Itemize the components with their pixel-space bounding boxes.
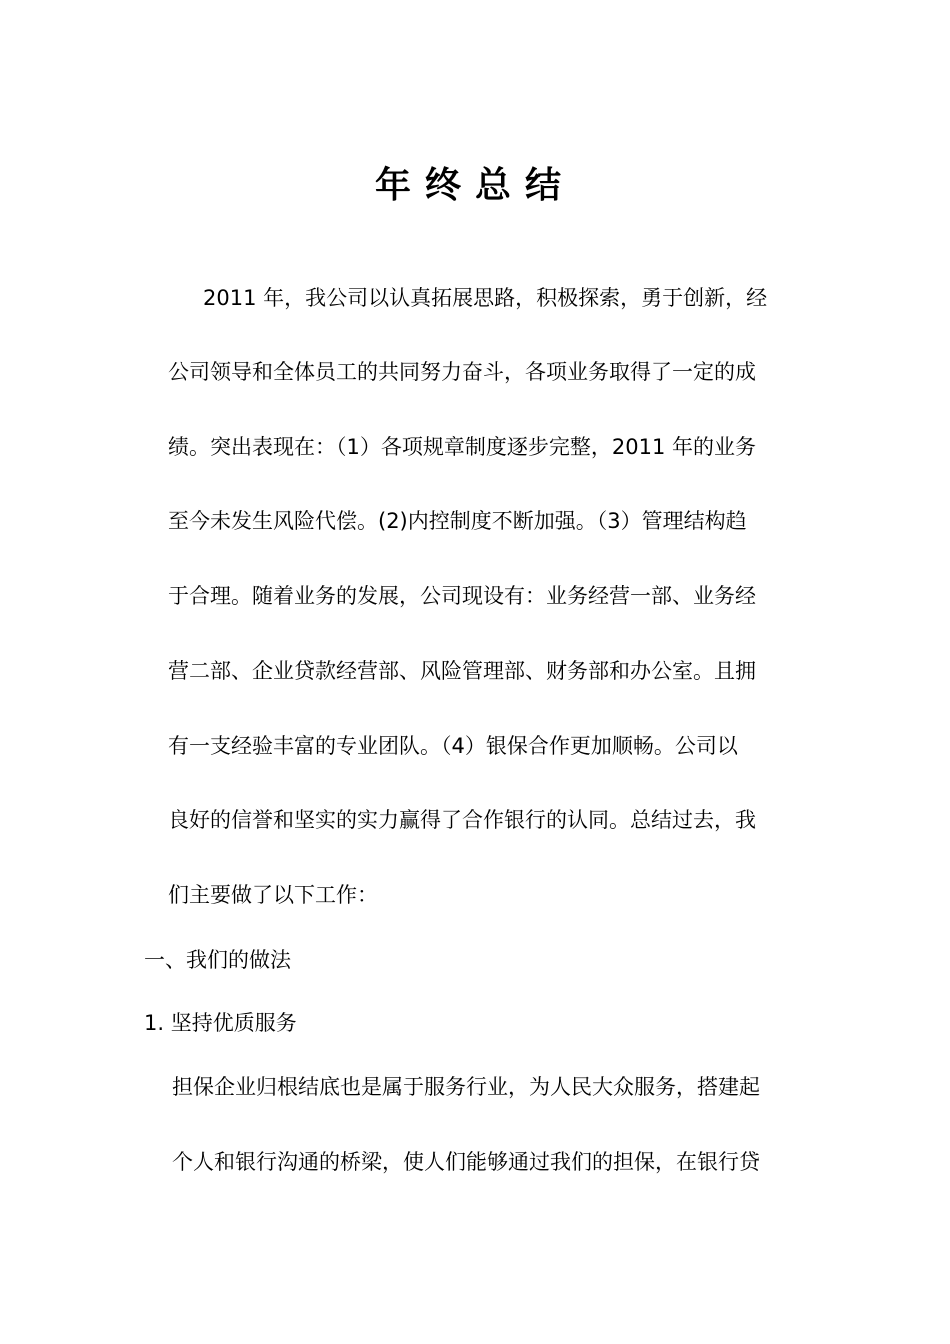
paragraph-line: 担保企业归根结底也是属于服务行业，为人民大众服务，搭建起 — [172, 1075, 760, 1099]
paragraph-line: 绩。突出表现在：（1）各项规章制度逐步完整，2011 年的业务 — [168, 435, 756, 459]
paragraph-line: 个人和银行沟通的桥梁，使人们能够通过我们的担保，在银行贷 — [172, 1150, 760, 1174]
paragraph-line: 营二部、企业贷款经营部、风险管理部、财务部和办公室。且拥 — [168, 659, 756, 683]
paragraph-line: 有一支经验丰富的专业团队。（4）银保合作更加顺畅。公司以 — [168, 734, 738, 758]
paragraph-line: 至今未发生风险代偿。(2)内控制度不断加强。（3）管理结构趋 — [168, 509, 747, 533]
paragraph-line: 们主要做了以下工作： — [168, 883, 378, 907]
paragraph-line: 公司领导和全体员工的共同努力奋斗，各项业务取得了一定的成 — [168, 360, 756, 384]
section-heading: 一、我们的做法 — [144, 948, 291, 972]
paragraph-line: 2011 年，我公司以认真拓展思路，积极探索，勇于创新，经 — [203, 286, 768, 310]
document-title: 年终总结 — [374, 165, 575, 206]
section-subheading: 1. 坚持优质服务 — [144, 1011, 297, 1035]
paragraph-line: 于合理。随着业务的发展，公司现设有：业务经营一部、业务经 — [168, 584, 756, 608]
paragraph-line: 良好的信誉和坚实的实力赢得了合作银行的认同。总结过去，我 — [168, 808, 756, 832]
